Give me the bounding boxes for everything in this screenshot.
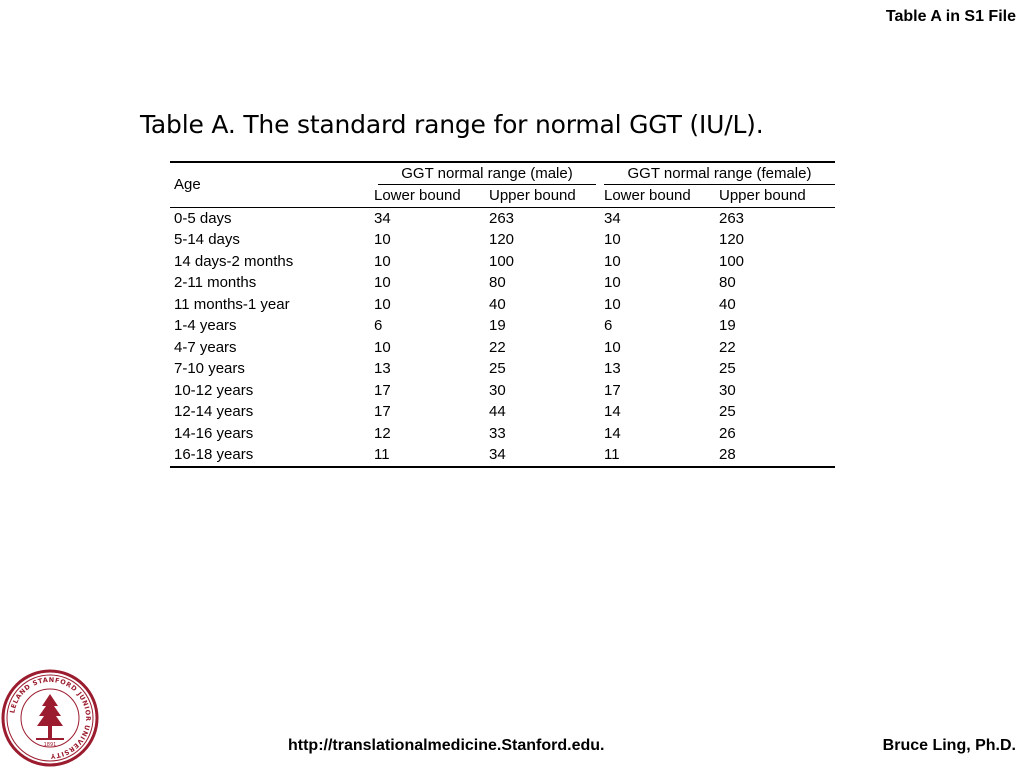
male-lower-cell: 17 <box>374 403 391 421</box>
age-cell: 14-16 years <box>174 424 254 442</box>
female-upper-cell: 28 <box>719 446 736 464</box>
male-upper-cell: 19 <box>489 317 506 335</box>
male-upper-cell: 22 <box>489 338 506 356</box>
file-label: Table A in S1 File <box>885 8 1016 25</box>
female-lower-cell: 11 <box>604 446 620 464</box>
ggt-range-table <box>170 161 835 468</box>
seal-ring-text: LELAND STANFORD JUNIOR UNIVERSITY <box>8 675 93 761</box>
male-upper-cell: 25 <box>489 360 506 378</box>
age-cell: 4-7 years <box>174 338 237 356</box>
age-cell: 10-12 years <box>174 381 254 399</box>
age-column-header: Age <box>170 162 370 207</box>
female-upper-cell: 40 <box>719 295 736 313</box>
table-row <box>170 294 835 316</box>
table-row <box>170 423 835 445</box>
male-lower-cell: 10 <box>374 274 391 292</box>
male-group-label: GGT normal range (male) <box>378 163 596 185</box>
male-lower-cell: 6 <box>374 317 383 335</box>
age-cell: 12-14 years <box>174 403 254 421</box>
female-upper-cell: 30 <box>719 381 736 399</box>
seal-tree-icon <box>36 694 64 740</box>
table-row <box>170 337 835 359</box>
table-body <box>170 207 835 467</box>
table-row <box>170 380 835 402</box>
table-row <box>170 251 835 273</box>
age-cell: 1-4 years <box>174 317 237 335</box>
male-upper-cell: 100 <box>489 252 515 270</box>
female-lower-cell: 34 <box>604 209 621 227</box>
male-lower-header: Lower bound <box>370 185 485 207</box>
male-upper-cell: 263 <box>489 209 515 227</box>
table-row <box>170 272 835 294</box>
female-lower-header: Lower bound <box>600 185 715 207</box>
female-lower-cell: 14 <box>604 424 621 442</box>
male-lower-cell: 10 <box>374 252 391 270</box>
female-upper-cell: 25 <box>719 360 736 378</box>
male-lower-cell: 10 <box>374 231 391 249</box>
female-lower-cell: 13 <box>604 360 621 378</box>
female-lower-cell: 14 <box>604 403 621 421</box>
seal-year: 1891 <box>43 742 57 748</box>
age-cell: 2-11 months <box>174 274 257 292</box>
age-cell: 0-5 days <box>174 209 232 227</box>
male-lower-cell: 34 <box>374 209 391 227</box>
female-lower-cell: 10 <box>604 295 621 313</box>
female-upper-cell: 22 <box>719 338 736 356</box>
female-upper-cell: 19 <box>719 317 736 335</box>
male-upper-cell: 33 <box>489 424 506 442</box>
footer-url-link[interactable]: http://translationalmedicine.Stanford.edu. <box>288 737 605 754</box>
table-row <box>170 207 835 229</box>
male-upper-cell: 40 <box>489 295 506 313</box>
female-group-label: GGT normal range (female) <box>604 163 835 185</box>
male-upper-cell: 44 <box>489 403 506 421</box>
female-upper-cell: 25 <box>719 403 736 421</box>
male-upper-cell: 120 <box>489 231 515 249</box>
female-lower-cell: 6 <box>604 317 613 335</box>
age-cell: 5-14 days <box>174 231 240 249</box>
table-row <box>170 315 835 337</box>
male-lower-cell: 12 <box>374 424 391 442</box>
female-lower-cell: 10 <box>604 338 621 356</box>
male-lower-cell: 10 <box>374 295 391 313</box>
male-lower-cell: 11 <box>374 446 390 464</box>
male-upper-header: Upper bound <box>485 185 600 207</box>
male-upper-cell: 80 <box>489 274 506 292</box>
footer-author: Bruce Ling, Ph.D. <box>882 737 1016 754</box>
female-lower-cell: 17 <box>604 381 621 399</box>
female-lower-cell: 10 <box>604 274 621 292</box>
age-cell: 11 months-1 year <box>174 295 290 313</box>
female-upper-cell: 80 <box>719 274 736 292</box>
age-cell: 14 days-2 months <box>174 252 294 270</box>
table-row <box>170 401 835 423</box>
male-lower-cell: 17 <box>374 381 391 399</box>
male-lower-cell: 10 <box>374 338 391 356</box>
female-upper-cell: 26 <box>719 424 736 442</box>
table-row <box>170 229 835 251</box>
female-upper-cell: 263 <box>719 209 745 227</box>
female-upper-header: Upper bound <box>715 185 835 207</box>
female-lower-cell: 10 <box>604 231 621 249</box>
female-upper-cell: 120 <box>719 231 745 249</box>
male-upper-cell: 34 <box>489 446 506 464</box>
table-row <box>170 444 835 467</box>
university-seal-icon <box>0 668 100 768</box>
male-lower-cell: 13 <box>374 360 391 378</box>
female-group-header <box>600 162 835 185</box>
age-cell: 16-18 years <box>174 446 254 464</box>
male-upper-cell: 30 <box>489 381 506 399</box>
age-cell: 7-10 years <box>174 360 245 378</box>
table-row <box>170 358 835 380</box>
female-upper-cell: 100 <box>719 252 745 270</box>
female-lower-cell: 10 <box>604 252 621 270</box>
male-group-header <box>370 162 600 185</box>
page-title: Table A. The standard range for normal GGT (IU/L). <box>140 110 764 139</box>
